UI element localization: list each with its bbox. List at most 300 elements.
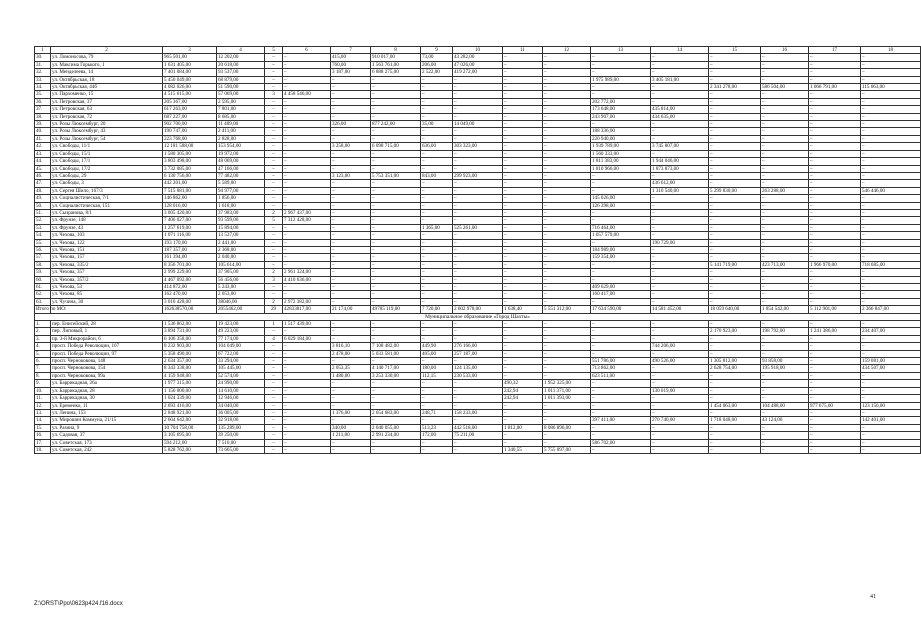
- table-cell: 2: [265, 298, 283, 305]
- table-row: [35, 380, 921, 387]
- table-cell: 2 053,00: [217, 291, 265, 298]
- table-cell: –: [283, 187, 331, 194]
- table-cell: –: [331, 135, 371, 142]
- table-cell: 8 343 338,00: [163, 365, 217, 372]
- table-cell: ул. Советская, 173: [51, 439, 163, 446]
- table-cell: –: [453, 84, 503, 91]
- table-cell: –: [453, 239, 503, 246]
- table-cell: –: [709, 180, 761, 187]
- table-cell: –: [709, 209, 761, 216]
- table-cell: –: [371, 276, 421, 283]
- table-cell: 4.: [35, 343, 51, 350]
- table-cell: 3 816,10: [331, 343, 371, 350]
- table-cell: –: [861, 143, 921, 150]
- table-cell: 7 108 482,00: [371, 343, 421, 350]
- table-cell: –: [421, 165, 453, 172]
- table-cell: –: [809, 69, 861, 76]
- table-cell: –: [761, 106, 809, 113]
- table-cell: 18.: [35, 446, 51, 453]
- table-cell: –: [371, 439, 421, 446]
- table-cell: –: [709, 121, 761, 128]
- table-cell: –: [503, 150, 543, 157]
- table-cell: –: [265, 380, 283, 387]
- table-cell: –: [761, 387, 809, 394]
- table-cell: 2 441,00: [217, 239, 265, 246]
- table-cell: –: [331, 209, 371, 216]
- table-cell: –: [283, 76, 331, 83]
- table-cell: –: [265, 261, 283, 268]
- table-cell: –: [809, 113, 861, 120]
- table-cell: –: [331, 246, 371, 253]
- table-cell: –: [591, 172, 651, 179]
- total-cell: 2 366 847,00: [861, 306, 921, 313]
- table-cell: 1 952 325,00: [543, 380, 591, 387]
- table-cell: 146 862,00: [163, 195, 217, 202]
- table-cell: –: [709, 224, 761, 231]
- table-cell: 1 257 619,00: [163, 224, 217, 231]
- table-cell: 1 454 063,00: [709, 402, 761, 409]
- table-cell: –: [809, 446, 861, 453]
- table-cell: 1: [265, 321, 283, 328]
- table-row: [35, 224, 921, 231]
- table-cell: 434 635,00: [651, 113, 709, 120]
- table-cell: –: [331, 254, 371, 261]
- table-cell: 41.: [35, 135, 51, 142]
- table-cell: –: [591, 298, 651, 305]
- table-row: [35, 180, 921, 187]
- table-cell: 1.: [35, 321, 51, 328]
- column-number: 14: [651, 47, 709, 54]
- table-cell: –: [543, 98, 591, 105]
- table-cell: 586 504,00: [761, 84, 809, 91]
- table-cell: –: [265, 150, 283, 157]
- table-cell: –: [283, 84, 331, 91]
- table-cell: –: [283, 365, 331, 372]
- table-cell: –: [651, 372, 709, 379]
- table-cell: –: [503, 232, 543, 239]
- table-cell: 7 515 081,00: [163, 187, 217, 194]
- table-cell: –: [283, 113, 331, 120]
- table-cell: –: [421, 446, 453, 453]
- table-cell: 397 411,00: [591, 417, 651, 424]
- table-cell: –: [709, 284, 761, 291]
- table-cell: 43 124,00: [761, 417, 809, 424]
- table-cell: 15 894,00: [217, 224, 265, 231]
- table-cell: –: [543, 180, 591, 187]
- table-cell: –: [421, 269, 453, 276]
- table-cell: 263 288,00: [761, 187, 809, 194]
- table-cell: –: [761, 276, 809, 283]
- table-cell: –: [809, 358, 861, 365]
- table-cell: –: [265, 432, 283, 439]
- table-cell: –: [543, 61, 591, 68]
- total-cell: 5 551 312,00: [543, 306, 591, 313]
- table-cell: 2 053,35: [331, 365, 371, 372]
- table-cell: –: [421, 417, 453, 424]
- table-cell: 419 272,00: [453, 69, 503, 76]
- table-cell: –: [331, 76, 371, 83]
- table-cell: –: [331, 150, 371, 157]
- table-cell: 6 106 358,00: [163, 335, 217, 342]
- table-cell: –: [421, 439, 453, 446]
- table-cell: –: [421, 335, 453, 342]
- table-cell: 12.: [35, 402, 51, 409]
- table-cell: 2 411,00: [217, 128, 265, 135]
- table-cell: –: [331, 276, 371, 283]
- table-cell: 53.: [35, 224, 51, 231]
- table-cell: 6 029 184,00: [283, 335, 331, 342]
- document-table-container: [34, 46, 894, 454]
- table-cell: 6 098 715,00: [371, 143, 421, 150]
- table-cell: 4 515 615,00: [163, 91, 217, 98]
- table-cell: –: [709, 321, 761, 328]
- table-cell: –: [503, 402, 543, 409]
- table-cell: –: [421, 98, 453, 105]
- table-cell: –: [809, 180, 861, 187]
- table-cell: 126 398,00: [591, 202, 651, 209]
- table-cell: –: [421, 239, 453, 246]
- table-cell: –: [453, 91, 503, 98]
- total-cell: 1 854 542,00: [761, 306, 809, 313]
- table-cell: 93 537,00: [217, 69, 265, 76]
- table-row: [35, 158, 921, 165]
- table-cell: –: [503, 76, 543, 83]
- table-cell: –: [809, 269, 861, 276]
- table-cell: –: [709, 395, 761, 402]
- table-cell: –: [265, 143, 283, 150]
- table-cell: –: [421, 113, 453, 120]
- table-cell: ул. Петровская, 37: [51, 98, 163, 105]
- table-cell: –: [761, 439, 809, 446]
- table-cell: –: [283, 284, 331, 291]
- table-cell: –: [265, 180, 283, 187]
- table-cell: –: [861, 380, 921, 387]
- table-cell: –: [283, 417, 331, 424]
- table-row: [35, 365, 921, 372]
- table-cell: –: [371, 113, 421, 120]
- section-title: Муниципальное образование «Город Шахты»: [35, 313, 921, 320]
- table-cell: –: [709, 54, 761, 61]
- table-row: [35, 232, 921, 239]
- table-cell: –: [331, 239, 371, 246]
- table-cell: –: [503, 158, 543, 165]
- table-cell: –: [809, 76, 861, 83]
- table-cell: 414 872,00: [163, 284, 217, 291]
- table-cell: –: [371, 269, 421, 276]
- table-cell: –: [861, 69, 921, 76]
- table-cell: –: [651, 135, 709, 142]
- table-cell: ул. Свободы, 17/2: [51, 165, 163, 172]
- column-number: 18: [861, 47, 921, 54]
- table-cell: –: [861, 298, 921, 305]
- table-cell: –: [453, 76, 503, 83]
- table-cell: 243 907,00: [591, 113, 651, 120]
- table-cell: –: [421, 232, 453, 239]
- table-cell: –: [543, 432, 591, 439]
- table-cell: –: [591, 121, 651, 128]
- table-cell: 5 299 830,00: [709, 187, 761, 194]
- table-cell: 2: [265, 269, 283, 276]
- table-cell: 13.: [35, 409, 51, 416]
- table-cell: –: [709, 439, 761, 446]
- table-cell: –: [809, 128, 861, 135]
- table-cell: 5 589,00: [217, 180, 265, 187]
- table-cell: –: [453, 180, 503, 187]
- table-cell: –: [761, 217, 809, 224]
- table-cell: –: [761, 135, 809, 142]
- table-cell: 130 019,00: [651, 387, 709, 394]
- section-header-row: [35, 313, 921, 320]
- table-cell: 145 026,00: [591, 195, 651, 202]
- table-cell: 230 533,00: [453, 372, 503, 379]
- table-cell: –: [861, 158, 921, 165]
- table-cell: 718 685,00: [861, 261, 921, 268]
- table-row: [35, 387, 921, 394]
- table-cell: –: [861, 321, 921, 328]
- table-cell: –: [453, 150, 503, 157]
- table-cell: 40.: [35, 128, 51, 135]
- table-cell: 405,00: [421, 350, 453, 357]
- table-cell: ул. Чучина, 30: [51, 298, 163, 305]
- table-cell: 2 967 437,00: [283, 209, 331, 216]
- table-row: [35, 76, 921, 83]
- table-cell: –: [503, 135, 543, 142]
- table-cell: –: [371, 446, 421, 453]
- table-cell: –: [265, 187, 283, 194]
- table-cell: –: [421, 321, 453, 328]
- table-cell: –: [809, 158, 861, 165]
- table-cell: –: [709, 335, 761, 342]
- table-cell: 1 856,00: [217, 195, 265, 202]
- table-cell: –: [283, 446, 331, 453]
- table-cell: –: [591, 350, 651, 357]
- table-cell: –: [651, 321, 709, 328]
- table-cell: –: [331, 180, 371, 187]
- table-cell: –: [861, 54, 921, 61]
- table-cell: –: [503, 106, 543, 113]
- table-cell: –: [761, 409, 809, 416]
- column-number-header-row: [35, 47, 921, 54]
- table-cell: –: [503, 54, 543, 61]
- table-cell: 4 458 546,00: [283, 91, 331, 98]
- table-cell: –: [503, 409, 543, 416]
- table-cell: –: [861, 254, 921, 261]
- table-cell: –: [331, 128, 371, 135]
- table-cell: 5 755 097,00: [543, 446, 591, 453]
- table-cell: –: [591, 387, 651, 394]
- table-cell: –: [651, 98, 709, 105]
- table-cell: 48 069,00: [217, 158, 265, 165]
- table-cell: 15.: [35, 424, 51, 431]
- table-cell: 6 888 275,00: [371, 69, 421, 76]
- table-cell: 3 105 695,00: [163, 432, 217, 439]
- table-cell: 190 747,00: [163, 128, 217, 135]
- table-cell: –: [265, 387, 283, 394]
- table-cell: –: [709, 409, 761, 416]
- table-cell: 1 305 812,00: [709, 358, 761, 365]
- table-cell: 7 510,00: [217, 439, 265, 446]
- table-cell: –: [761, 224, 809, 231]
- table-cell: –: [543, 439, 591, 446]
- table-cell: –: [651, 446, 709, 453]
- table-cell: –: [421, 158, 453, 165]
- table-cell: –: [283, 202, 331, 209]
- table-cell: –: [331, 187, 371, 194]
- table-cell: –: [761, 232, 809, 239]
- table-row: [35, 276, 921, 283]
- table-row: [35, 402, 921, 409]
- column-number: 9: [421, 47, 453, 54]
- table-cell: 1 966 970,00: [809, 261, 861, 268]
- table-cell: ул. Советская, 242: [51, 446, 163, 453]
- table-cell: –: [503, 224, 543, 231]
- table-cell: –: [371, 217, 421, 224]
- table-cell: –: [503, 209, 543, 216]
- table-cell: –: [709, 246, 761, 253]
- table-cell: –: [809, 417, 861, 424]
- table-cell: –: [809, 54, 861, 61]
- table-cell: –: [651, 328, 709, 335]
- table-cell: –: [809, 276, 861, 283]
- table-cell: –: [371, 380, 421, 387]
- table-cell: –: [265, 61, 283, 68]
- table-cell: –: [453, 335, 503, 342]
- table-cell: 3 732 085,00: [163, 165, 217, 172]
- table-cell: –: [709, 61, 761, 68]
- table-cell: –: [421, 387, 453, 394]
- table-cell: –: [371, 239, 421, 246]
- table-cell: –: [371, 84, 421, 91]
- table-cell: 158 233,00: [453, 409, 503, 416]
- table-cell: 2 972 382,00: [283, 298, 331, 305]
- table-cell: –: [543, 298, 591, 305]
- table-cell: –: [453, 254, 503, 261]
- table-cell: –: [543, 365, 591, 372]
- table-cell: –: [591, 239, 651, 246]
- table-cell: –: [265, 358, 283, 365]
- table-cell: –: [371, 298, 421, 305]
- table-cell: 449,90: [421, 343, 453, 350]
- table-cell: 1 480,00: [331, 372, 371, 379]
- table-cell: –: [421, 380, 453, 387]
- table-cell: 3: [265, 276, 283, 283]
- table-row: [35, 446, 921, 453]
- table-cell: 3 010 428,00: [163, 298, 217, 305]
- table-cell: –: [709, 217, 761, 224]
- table-cell: –: [371, 254, 421, 261]
- table-cell: –: [591, 61, 651, 68]
- table-row: [35, 417, 921, 424]
- table-cell: –: [283, 380, 331, 387]
- table-cell: –: [809, 202, 861, 209]
- table-cell: –: [421, 395, 453, 402]
- table-cell: –: [503, 358, 543, 365]
- table-cell: –: [421, 402, 453, 409]
- table-cell: пер. Липовый, 1: [51, 328, 163, 335]
- table-cell: просп. Победа Революции, 97: [51, 350, 163, 357]
- table-cell: 340,00: [331, 424, 371, 431]
- table-cell: –: [331, 113, 371, 120]
- table-cell: 270 740,00: [651, 417, 709, 424]
- table-cell: 525 261,00: [453, 224, 503, 231]
- table-cell: 744 206,00: [651, 343, 709, 350]
- table-cell: –: [591, 446, 651, 453]
- table-cell: –: [861, 113, 921, 120]
- table-cell: –: [331, 446, 371, 453]
- table-cell: ул. Октябрьская, 44б: [51, 84, 163, 91]
- table-cell: –: [331, 439, 371, 446]
- table-cell: 1 560 333,00: [591, 150, 651, 157]
- table-cell: 409 629,00: [591, 284, 651, 291]
- table-cell: –: [331, 387, 371, 394]
- table-cell: 8.: [35, 372, 51, 379]
- total-cell: 17 634 590,00: [591, 306, 651, 313]
- table-cell: –: [761, 54, 809, 61]
- table-cell: 12 946,00: [217, 395, 265, 402]
- table-cell: 2 693 416,00: [163, 402, 217, 409]
- table-cell: 8 086 896,00: [543, 424, 591, 431]
- table-cell: 546 446,00: [861, 187, 921, 194]
- table-cell: 1 536 862,00: [163, 321, 217, 328]
- table-row: [35, 54, 921, 61]
- table-cell: –: [265, 76, 283, 83]
- table-cell: –: [591, 69, 651, 76]
- table-cell: –: [709, 128, 761, 135]
- table-cell: 16.: [35, 432, 51, 439]
- table-cell: –: [761, 343, 809, 350]
- table-cell: –: [265, 135, 283, 142]
- table-cell: ул. Октябрьская, 18: [51, 76, 163, 83]
- table-cell: –: [761, 69, 809, 76]
- table-cell: –: [861, 239, 921, 246]
- table-cell: –: [543, 128, 591, 135]
- table-cell: –: [421, 246, 453, 253]
- table-cell: –: [591, 180, 651, 187]
- table-cell: 11.: [35, 395, 51, 402]
- table-cell: –: [503, 254, 543, 261]
- table-cell: –: [283, 143, 331, 150]
- table-row: [35, 372, 921, 379]
- table-cell: 67 722,00: [217, 350, 265, 357]
- table-cell: –: [331, 106, 371, 113]
- table-cell: –: [283, 358, 331, 365]
- table-cell: 5 358 490,00: [163, 350, 217, 357]
- table-cell: –: [651, 128, 709, 135]
- table-cell: –: [651, 261, 709, 268]
- table-cell: –: [503, 172, 543, 179]
- table-cell: –: [371, 321, 421, 328]
- table-cell: –: [651, 380, 709, 387]
- table-cell: –: [453, 106, 503, 113]
- table-cell: –: [453, 187, 503, 194]
- table-cell: ул. Максима Горького, 1: [51, 61, 163, 68]
- table-cell: –: [809, 246, 861, 253]
- table-cell: 1 631 405,00: [163, 61, 217, 68]
- table-cell: 902 700,00: [163, 121, 217, 128]
- table-cell: 115 663,00: [861, 84, 921, 91]
- table-cell: –: [265, 113, 283, 120]
- table-cell: –: [371, 335, 421, 342]
- table-cell: –: [371, 165, 421, 172]
- table-cell: –: [503, 291, 543, 298]
- table-cell: –: [761, 350, 809, 357]
- table-cell: –: [265, 172, 283, 179]
- table-cell: –: [503, 180, 543, 187]
- table-cell: –: [503, 343, 543, 350]
- table-cell: –: [709, 143, 761, 150]
- table-cell: –: [761, 91, 809, 98]
- table-row: [35, 328, 921, 335]
